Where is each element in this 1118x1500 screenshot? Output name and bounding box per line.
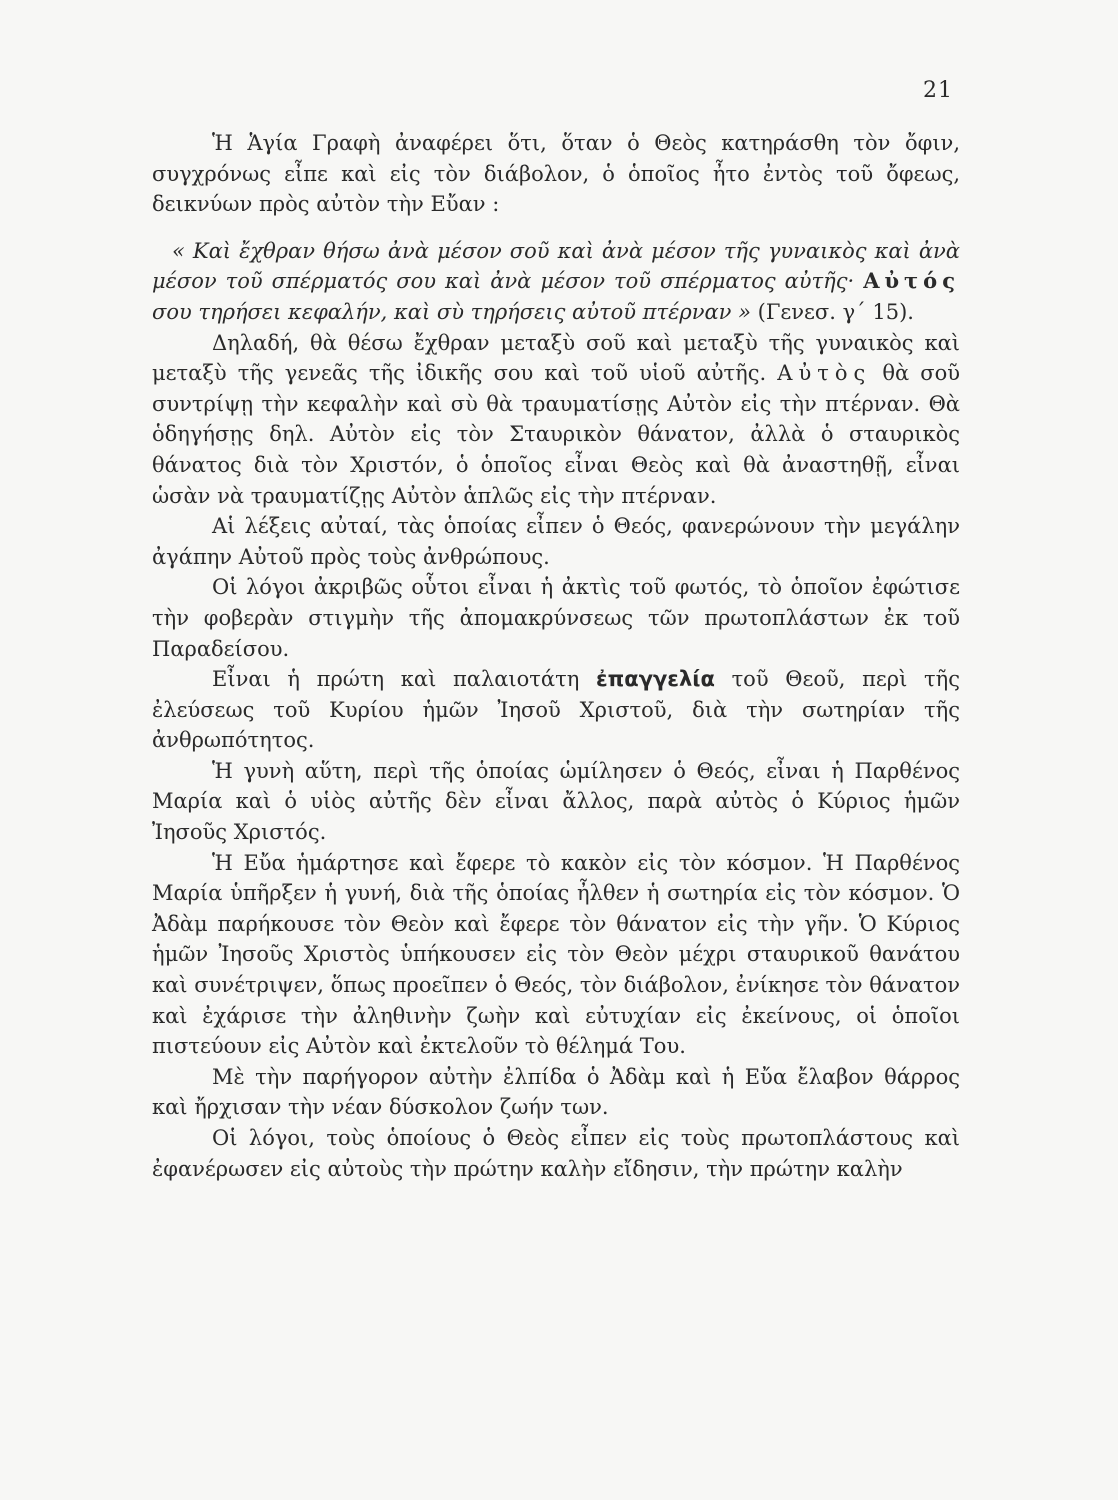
quote-text-b: σου τηρήσει κεφαλήν, καὶ σὺ τηρήσεις αὐτοῦ πτέρναν » (152, 299, 751, 324)
page-number: 21 (923, 78, 953, 103)
paragraph-8: Μὲ τὴν παρήγορον αὐτὴν ἐλπίδα ὁ Ἀδὰμ καὶ ἡ Εὔα ἔλαβον θάρρος καὶ ἤρχισαν τὴν νέαν δύσκολον ζωήν των. (152, 1064, 960, 1120)
paragraph-3: Αἱ λέξεις αὐταί, τὰς ὁποίας εἶπεν ὁ Θεός, φανερώνουν τὴν μεγάλην ἀγάπην Αὐτοῦ πρὸς τοὺς ἀνθρώπους. (152, 514, 960, 569)
paragraph-1: Ἡ Ἁγία Γραφὴ ἀναφέρει ὅτι, ὅταν ὁ Θεὸς κατηράσθη τὸν ὄφιν, συγχρόνως εἶπε καὶ εἰς τὸν διάβολον, ὁ ὁποῖος ἦτο ἐντὸς τοῦ ὄφεως, δεικνύων πρὸς αὐτὸν τὴν Εὔαν : (152, 131, 960, 217)
quote-emphasis: Αὐτός (863, 268, 960, 294)
paragraph-4: Οἱ λόγοι ἀκριβῶς οὗτοι εἶναι ἡ ἀκτὶς τοῦ φωτός, τὸ ὁποῖον ἐφώτισε τὴν φοβερὰν στιγμὴν τῆς ἀπομακρύνσεως τῶν πρωτοπλάστων ἐκ τοῦ Παραδείσου. (152, 575, 960, 661)
paragraph-9: Οἱ λόγοι, τοὺς ὁποίους ὁ Θεὸς εἶπεν εἰς τοὺς πρωτοπλάστους καὶ ἐφανέρωσεν εἰς αὐτοὺς τὴν πρώτην καλὴν εἴδησιν, τὴν πρώτην καλὴν (152, 1126, 960, 1181)
paragraph-5 (152, 664, 960, 756)
paragraph-5-text-a: Εἶναι ἡ πρώτη καὶ παλαιοτάτη (212, 667, 580, 692)
paragraph-2-text-a: Δηλαδή, θὰ θέσω ἔχθραν μεταξὺ σοῦ καὶ μεταξὺ τῆς γυναικὸς καὶ μεταξὺ τῆς γενεᾶς τῆς ἰδικῆς σου καὶ τοῦ υἱοῦ αὐτῆς. (152, 330, 960, 386)
paragraph-7: Ἡ Εὔα ἡμάρτησε καὶ ἔφερε τὸ κακὸν εἰς τὸν κόσμον. Ἡ Παρθένος Μαρία ὑπῆρξεν ἡ γυνή, διὰ τῆς ὁποίας ἦλθεν ἡ σωτηρία εἰς τὸν κόσμον. Ὁ Ἀδὰμ παρήκουσε τὸν Θεὸν καὶ ἔφερε τὸν θάνατον εἰς τὴν γῆν. Ὁ Κύριος ἡμῶν Ἰησοῦς Χριστὸς ὑπήκουσεν εἰς τὸν Θεὸν μέχρι σταυρικοῦ θανάτου καὶ συνέτριψεν, ὅπως προεῖπεν ὁ Θεός, τὸν διάβολον, ἐνίκησε τὸν θάνατον καὶ ἐχάρισε τὴν ἀληθινὴν ζωὴν καὶ εὐτυχίαν εἰς ἐκείνους, οἱ ὁποῖοι πιστεύουν εἰς Αὐτὸν καὶ ἐκτελοῦν τὸ θέλημά Του. (152, 850, 960, 1059)
paragraph-2-text-b: θὰ σοῦ συντρίψῃ τὴν κεφαλὴν καὶ σὺ θὰ τραυματίσῃς Αὐτὸν εἰς τὴν πτέρναν. Θὰ ὁδηγήσῃς δηλ. Αὐτὸν εἰς τὸν Σταυρικὸν θάνατον, ἀλλὰ ὁ σταυρικὸς θάνατος διὰ τὸν Χριστόν, ὁ ὁποῖος εἶναι Θεὸς καὶ θὰ ἀναστηθῇ, εἶναι ὡσὰν νὰ τραυματίζῃς Αὐτὸν ἁπλῶς εἰς τὴν πτέρναν. (152, 361, 961, 508)
paragraph-6: Ἡ γυνὴ αὕτη, περὶ τῆς ὁποίας ὡμίλησεν ὁ Θεός, εἶναι ἡ Παρθένος Μαρία καὶ ὁ υἱὸς αὐτῆς δὲν εἶναι ἄλλος, παρὰ αὐτὸς ὁ Κύριος ἡμῶν Ἰησοῦς Χριστός. (152, 758, 960, 845)
paragraph-2-emphasis: Αὐτὸς (777, 361, 872, 386)
scripture-quote (152, 236, 960, 328)
quote-reference: (Γενεσ. γ΄ 15). (757, 299, 914, 324)
paragraph-2 (152, 328, 960, 512)
paragraph-5-emphasis: ἐπαγγελία (595, 667, 715, 692)
body-text (152, 128, 960, 1184)
paragraph-5-text-b: τοῦ Θεοῦ, περὶ τῆς ἐλεύσεως τοῦ Κυρίου ἡμῶν Ἰησοῦ Χριστοῦ, διὰ τὴν σωτηρίαν τῆς ἀνθρωπότητος. (152, 667, 960, 753)
quote-text-a: « Καὶ ἔχθραν θήσω ἀνὰ μέσον σοῦ καὶ ἀνὰ μέσον τῆς γυναικὸς καὶ ἀνὰ μέσον τοῦ σπέρματός σου καὶ ἀνὰ μέσον τοῦ σπέρματος αὐτῆς· (152, 238, 960, 294)
